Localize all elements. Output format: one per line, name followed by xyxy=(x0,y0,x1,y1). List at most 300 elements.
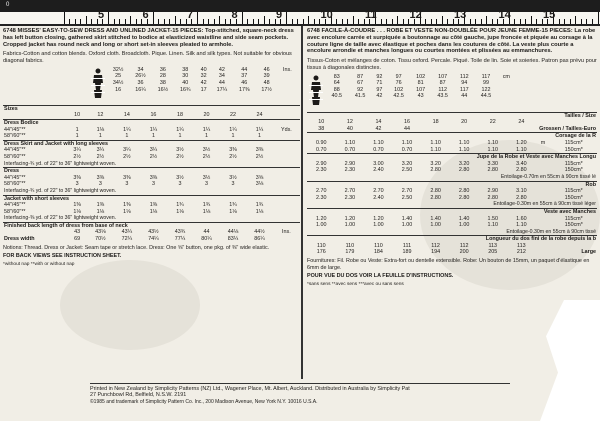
table-cell: 44⅛ xyxy=(227,229,239,236)
table-cell: 42 xyxy=(200,79,207,86)
table-cell: 3 xyxy=(125,181,129,188)
table-cell: Ins. xyxy=(282,229,291,236)
ruler-tick xyxy=(69,19,70,24)
table-cell: 34½ xyxy=(112,79,124,86)
ruler-tick xyxy=(520,19,521,24)
table-cell: 1.00 xyxy=(316,222,327,229)
table-cell: 113 xyxy=(517,242,526,249)
ruler-tick xyxy=(180,19,181,24)
ruler-tick xyxy=(403,19,404,24)
table-cell: 40 xyxy=(200,66,207,73)
table-cell: 58"/60"** xyxy=(4,153,26,160)
table-cell xyxy=(273,133,300,140)
table-cell: 2.90 xyxy=(316,160,327,167)
table-cell: 80¼ xyxy=(201,236,212,243)
section-label: Corsage de la R xyxy=(307,133,597,140)
size-cell: 20 xyxy=(461,119,468,126)
table-cell: 117 xyxy=(481,73,491,80)
table-cell: 1.20 xyxy=(373,215,384,222)
ruler-tick xyxy=(470,19,471,24)
table-cell xyxy=(278,73,297,80)
table-row xyxy=(3,154,300,161)
table-cell: 1 xyxy=(151,133,155,140)
table-cell: 43½ xyxy=(148,229,159,236)
table-cell: 189 xyxy=(402,249,412,256)
interfacing-row xyxy=(3,188,300,195)
ruler-tick xyxy=(559,19,560,24)
table-cell: 16½ xyxy=(157,86,169,93)
table-cell: 2.80 xyxy=(430,194,441,201)
table-cell: 2½ xyxy=(96,153,105,160)
table-cell xyxy=(273,181,300,188)
table-cell: 16¾ xyxy=(180,86,191,93)
table-cell: 1¼ xyxy=(255,126,264,133)
interfacing-row xyxy=(307,174,597,181)
ruler-tick xyxy=(397,16,398,24)
size-cell: 10 xyxy=(74,112,81,119)
table-cell: 2½ xyxy=(202,153,211,160)
table-cell xyxy=(498,93,515,100)
printer-footer xyxy=(90,383,510,405)
table-cell: 94 xyxy=(461,80,468,87)
table-cell: 3 xyxy=(178,181,182,188)
table-cell xyxy=(278,80,297,87)
section-label: Rob xyxy=(307,181,597,188)
section-label: Tailles / Size xyxy=(307,112,597,119)
english-measurement-table xyxy=(107,67,297,93)
table-cell: 194 xyxy=(431,249,441,256)
section-header-row xyxy=(307,236,597,243)
table-row xyxy=(307,167,597,174)
interfacing-note: Interfacing-¾ yd. of 22" to 36" lightweight woven. xyxy=(4,160,117,167)
table-cell: 3½ xyxy=(202,147,211,154)
table-cell xyxy=(536,167,551,174)
section-label: Longueur du dos fini de la robe depuis la b xyxy=(307,236,597,243)
table-cell: 1¼ xyxy=(149,126,158,133)
table-cell: 2.30 xyxy=(344,167,356,174)
ruler-tick xyxy=(286,12,287,24)
table-cell: 3.00 xyxy=(373,160,384,167)
table-cell xyxy=(273,202,300,209)
interfacing-note: Entoilage-0.30m en 55cm à 90cm tissé léger xyxy=(493,201,596,208)
table-cell: 1 xyxy=(75,133,79,140)
table-cell: 3.20 xyxy=(458,160,470,167)
table-cell: 1.40 xyxy=(458,215,470,222)
english-description: 6748 MISSES' EASY-TO-SEW DRESS AND UNLINED JACKET-15 PIECES: Top-stitched, square-neck dress has left button closing, gathered skirt stitched to bodice at elasticized waistline and side seam pockets. Cropped jacket has round neck and long or short set-in sleeves pleated to armhole. xyxy=(3,28,294,48)
table-cell xyxy=(536,188,551,195)
table-cell: 1⅛ xyxy=(123,208,131,215)
table-cell: 110 xyxy=(316,242,326,249)
table-cell xyxy=(273,175,300,182)
english-yardage-table xyxy=(3,105,300,113)
table-cell: 176 xyxy=(316,249,326,256)
table-cell: 2.30 xyxy=(344,194,356,201)
ruler-tick xyxy=(308,16,309,24)
section-label: Finished back length of dress from base of neck xyxy=(3,222,300,229)
table-cell: 1.10 xyxy=(458,146,470,153)
ruler-number: 12 xyxy=(409,9,422,21)
table-cell: 69 xyxy=(74,236,81,243)
size-cell: 20 xyxy=(203,112,210,119)
table-cell: 36 xyxy=(137,79,144,86)
table-cell: 107 xyxy=(438,73,448,80)
table-cell: 1 xyxy=(125,133,129,140)
section-label: Dress Skirt and Jacket with long sleeves xyxy=(3,140,300,147)
table-cell: 1 xyxy=(178,133,182,140)
french-measurement-table xyxy=(325,74,515,100)
size-cell: 10 xyxy=(318,119,325,126)
table-cell xyxy=(536,147,551,154)
table-cell: 212 xyxy=(516,249,526,256)
table-cell: 1 xyxy=(231,133,235,140)
table-cell: 32½ xyxy=(112,66,124,73)
ruler-tick xyxy=(586,19,587,24)
table-cell: 0.90 xyxy=(316,139,327,146)
section-label: Jupe de la Robe et Veste avec Manches Longu xyxy=(307,154,597,161)
table-row xyxy=(3,133,300,140)
table-cell: 2½ xyxy=(123,153,131,160)
table-cell: 70½ xyxy=(95,236,106,243)
table-cell: 97 xyxy=(376,86,383,93)
table-cell: 150cm* xyxy=(564,167,583,174)
ruler-tick xyxy=(64,12,65,24)
table-cell xyxy=(3,229,67,236)
table-cell: 43 xyxy=(417,93,424,100)
ruler-tick xyxy=(492,19,493,24)
table-cell: 2.90 xyxy=(344,160,356,167)
grossen-row xyxy=(307,126,597,133)
ruler-tick xyxy=(219,16,220,24)
table-cell: 2.90 xyxy=(487,188,498,195)
table-cell xyxy=(273,209,300,216)
table-cell: 0.70 xyxy=(373,146,384,153)
ruler-tick xyxy=(303,19,304,24)
ruler-tick xyxy=(514,19,515,24)
measurement-row xyxy=(325,93,515,100)
table-cell: 3½ xyxy=(202,174,211,181)
table-cell: 3¼ xyxy=(123,147,131,154)
table-cell: 1.10 xyxy=(458,139,470,146)
ruler-tick xyxy=(314,19,315,24)
section-label: Dress xyxy=(3,168,300,175)
grossen-cell: 44 xyxy=(404,125,411,132)
table-row xyxy=(307,216,597,223)
table-cell: 38 xyxy=(182,66,189,73)
table-cell xyxy=(3,112,67,119)
french-yardage-body xyxy=(307,112,597,256)
table-cell xyxy=(273,154,300,161)
table-cell: 86¼ xyxy=(254,236,265,243)
measurement-row xyxy=(325,87,515,94)
table-cell: 83 xyxy=(333,73,340,80)
table-cell: 2.30 xyxy=(316,167,327,174)
ruler-tick xyxy=(119,19,120,24)
width-row xyxy=(3,236,300,243)
table-cell: 3.40 xyxy=(516,160,527,167)
ruler-tick xyxy=(264,16,265,24)
ruler-tick xyxy=(297,19,298,24)
torn-corner xyxy=(540,300,600,421)
ruler-tick xyxy=(91,19,92,24)
ruler-tick xyxy=(80,19,81,24)
ruler-tick xyxy=(475,19,476,24)
table-cell: 43⅛ xyxy=(95,229,106,236)
table-row xyxy=(307,161,597,168)
table-row xyxy=(307,147,597,154)
table-cell: 87 xyxy=(357,73,364,80)
table-cell: Ins. xyxy=(283,66,292,73)
table-row xyxy=(3,209,300,216)
table-cell: 67 xyxy=(357,80,364,87)
table-cell: 3⅜ xyxy=(255,147,264,154)
table-cell: 17⅜ xyxy=(239,86,250,93)
size-cell: 14 xyxy=(375,119,382,126)
table-cell: 1 xyxy=(258,133,261,140)
table-cell: 122 xyxy=(481,86,491,93)
table-row xyxy=(3,181,300,188)
table-cell: 1⅛ xyxy=(176,208,184,215)
table-cell: 1⅜ xyxy=(149,202,158,209)
table-cell: 1⅛ xyxy=(229,208,237,215)
table-cell: 2.50 xyxy=(401,194,413,201)
table-cell: 2.70 xyxy=(373,188,384,195)
table-row xyxy=(307,195,597,202)
table-cell: 17½ xyxy=(261,86,272,93)
size-cell: 14 xyxy=(123,112,130,119)
table-cell: 2.40 xyxy=(373,167,384,174)
table-cell xyxy=(536,216,551,223)
sizes-label: Sizes xyxy=(3,105,67,112)
french-back-views: POUR VUE DU DOS VOIR LA FEUILLE D'INSTRUCTIONS. xyxy=(307,273,454,280)
ruler-tick xyxy=(358,19,359,24)
ruler-tick xyxy=(214,19,215,24)
section-header-row xyxy=(307,208,597,215)
table-cell: 179 xyxy=(345,249,355,256)
table-cell: 58"/60"** xyxy=(4,208,26,215)
table-cell: 77¼ xyxy=(174,236,186,243)
footer-line-1: Printed in New Zealand by Simplicity Patterns (NZ) Ltd., Wagener Place, Mt. Albert, Auckland. Distributed in Australia by Simplicity Pat xyxy=(90,386,410,392)
table-cell: 102 xyxy=(394,86,404,93)
table-cell: 1.10 xyxy=(344,139,356,146)
section-header-row xyxy=(3,168,300,175)
interfacing-note: Interfacing-⅜ yd. of 22" to 36" lightweight woven. xyxy=(4,215,117,222)
table-cell: 97 xyxy=(395,73,402,80)
table-cell: 1.10 xyxy=(401,139,413,146)
ruler-tick xyxy=(570,19,571,24)
table-cell: 2.80 xyxy=(430,167,441,174)
table-cell: 42 xyxy=(376,93,383,100)
table-cell: 2.40 xyxy=(373,194,384,201)
table-cell: 44 xyxy=(203,229,210,236)
ruler-tick xyxy=(436,19,437,24)
table-cell: 1.60 xyxy=(516,215,527,222)
ruler-tick xyxy=(425,19,426,24)
table-cell: 40.5 xyxy=(331,93,342,100)
table-cell: 36 xyxy=(159,66,166,73)
size-cell: 18 xyxy=(432,119,439,126)
table-cell: 3⅝ xyxy=(255,174,264,181)
table-cell: 44 xyxy=(241,66,248,73)
table-cell: 112 xyxy=(459,242,469,249)
table-cell: 3.10 xyxy=(516,188,527,195)
size-cell: 12 xyxy=(346,119,353,126)
ruler-title: 0 xyxy=(6,2,10,8)
table-cell: 3 xyxy=(204,181,208,188)
grossen-cell: 40 xyxy=(346,125,353,132)
table-cell xyxy=(498,87,515,94)
table-cell: 110 xyxy=(345,242,355,249)
table-cell: 81 xyxy=(417,80,424,87)
size-cell: 22 xyxy=(489,119,496,126)
ruler-tick xyxy=(114,19,115,24)
measurement-row xyxy=(107,87,297,94)
table-cell: 3½ xyxy=(176,174,184,181)
ruler-number: 8 xyxy=(231,9,238,21)
body-measurement-icon xyxy=(91,68,105,104)
interfacing-row xyxy=(3,215,300,222)
table-cell: 40 xyxy=(182,79,189,86)
sizes-values-row xyxy=(3,112,300,119)
table-cell: 2.70 xyxy=(344,188,356,195)
table-cell: 1¼ xyxy=(123,126,131,133)
width-row xyxy=(307,249,597,256)
table-cell: 43.5 xyxy=(437,93,448,100)
table-cell: 1⅛ xyxy=(96,208,105,215)
table-cell: 1⅜ xyxy=(123,202,131,209)
table-cell: 1.00 xyxy=(430,222,441,229)
table-cell: 102 xyxy=(416,73,426,80)
inch-ruler xyxy=(0,0,600,26)
table-cell: 3⅜ xyxy=(73,174,81,181)
ruler-tick xyxy=(108,12,109,24)
size-cell: 18 xyxy=(176,112,183,119)
sizes-values-row xyxy=(307,119,597,126)
table-cell: 3 xyxy=(151,181,155,188)
table-cell: 115cm* xyxy=(564,160,583,167)
table-cell: 83¼ xyxy=(227,236,239,243)
english-column xyxy=(3,28,300,268)
english-notions: Notions: Thread. Dress or Jacket: Seam tape or stretch lace. Dress: One ⅝" button, one pkg. of ⅜" wide elastic. xyxy=(3,244,270,251)
measurement-row xyxy=(325,74,515,81)
english-fabrics: Fabrics-Cotton and cotton blends. Oxford cloth. Broadcloth. Pique. Linen. Silk and silk types. Not suitable for obvious diagonal fabrics. xyxy=(3,51,292,65)
table-cell: 92 xyxy=(357,86,364,93)
size-cell: 24 xyxy=(256,112,263,119)
table-cell: 1⅛ xyxy=(73,208,81,215)
table-cell: 1⅛ xyxy=(202,208,211,215)
table-cell: 44½ xyxy=(254,229,265,236)
table-cell: 1⅜ xyxy=(96,202,105,209)
ruler-tick xyxy=(342,19,343,24)
table-cell: 150cm* xyxy=(564,146,583,153)
ruler-tick xyxy=(486,16,487,24)
table-cell: 1⅜ xyxy=(73,202,81,209)
table-row xyxy=(3,127,300,134)
table-cell xyxy=(536,195,551,202)
table-cell: 2½ xyxy=(73,153,81,160)
table-cell: 44"/45"** xyxy=(4,174,26,181)
table-cell xyxy=(273,236,300,243)
ruler-tick xyxy=(581,19,582,24)
table-cell: 115cm* xyxy=(564,139,583,146)
measurement-row xyxy=(107,80,297,87)
ruler-tick xyxy=(447,19,448,24)
table-cell: 1.20 xyxy=(344,215,356,222)
table-cell: 41.5 xyxy=(354,93,366,100)
table-row xyxy=(307,188,597,195)
measurement-row xyxy=(107,73,297,80)
table-cell: 2.50 xyxy=(401,167,413,174)
table-cell: 112 xyxy=(431,242,440,249)
table-cell: 44.5 xyxy=(480,93,492,100)
ruler-tick xyxy=(381,19,382,24)
table-cell: 1⅛ xyxy=(149,208,158,215)
table-cell: 1.00 xyxy=(401,222,413,229)
ruler-tick xyxy=(125,19,126,24)
table-cell: 2½ xyxy=(229,153,237,160)
table-cell xyxy=(536,161,551,168)
table-cell: 46 xyxy=(241,79,248,86)
table-cell: 32 xyxy=(200,73,207,80)
table-cell: 1⅛ xyxy=(96,126,105,133)
ruler-number: 15 xyxy=(543,9,556,21)
table-cell: 150cm* xyxy=(564,222,583,229)
ruler-tick xyxy=(531,16,532,24)
ruler-number: 6 xyxy=(142,9,149,21)
ruler-tick xyxy=(169,19,170,24)
table-cell: 34 xyxy=(137,66,144,73)
ruler-tick xyxy=(203,19,204,24)
table-row xyxy=(3,229,300,236)
table-cell: 42.5 xyxy=(393,93,404,100)
table-cell: 1.00 xyxy=(458,222,470,229)
table-cell: 3½ xyxy=(229,174,237,181)
ruler-tick xyxy=(536,19,537,24)
size-cell: 12 xyxy=(97,112,104,119)
table-cell: 3.20 xyxy=(430,160,441,167)
table-cell: 37 xyxy=(241,73,248,80)
table-cell: 1.10 xyxy=(487,222,498,229)
table-cell: 58"/60"** xyxy=(4,133,26,140)
body-measurement-icon xyxy=(309,75,323,111)
ruler-tick xyxy=(225,19,226,24)
table-cell: 1¼ xyxy=(229,126,237,133)
table-cell: 3⅛ xyxy=(255,181,264,188)
french-column xyxy=(307,28,597,288)
ruler-tick xyxy=(153,12,154,24)
table-cell: 2.80 xyxy=(487,194,498,201)
table-cell: 1¼ xyxy=(202,126,211,133)
table-cell: 1.10 xyxy=(487,146,498,153)
section-header-row xyxy=(307,154,597,161)
table-cell: 46 xyxy=(263,66,270,73)
table-cell: 2½ xyxy=(255,153,264,160)
table-cell: 44"/45"** xyxy=(4,202,26,209)
table-cell: 2½ xyxy=(149,153,158,160)
table-cell: 200 xyxy=(459,249,469,256)
table-cell: 0.70 xyxy=(344,146,356,153)
table-cell: 2.80 xyxy=(458,167,470,174)
table-cell: 43 xyxy=(74,229,81,236)
table-cell xyxy=(550,243,597,250)
table-cell: 1.10 xyxy=(430,146,441,153)
table-cell: 74¼ xyxy=(148,236,159,243)
ruler-tick xyxy=(258,19,259,24)
table-cell: 1.50 xyxy=(487,215,498,222)
table-cell xyxy=(278,87,297,94)
ruler-number: 9 xyxy=(276,9,283,21)
table-cell: 39 xyxy=(263,73,270,80)
table-cell: 1¾ xyxy=(176,202,184,209)
